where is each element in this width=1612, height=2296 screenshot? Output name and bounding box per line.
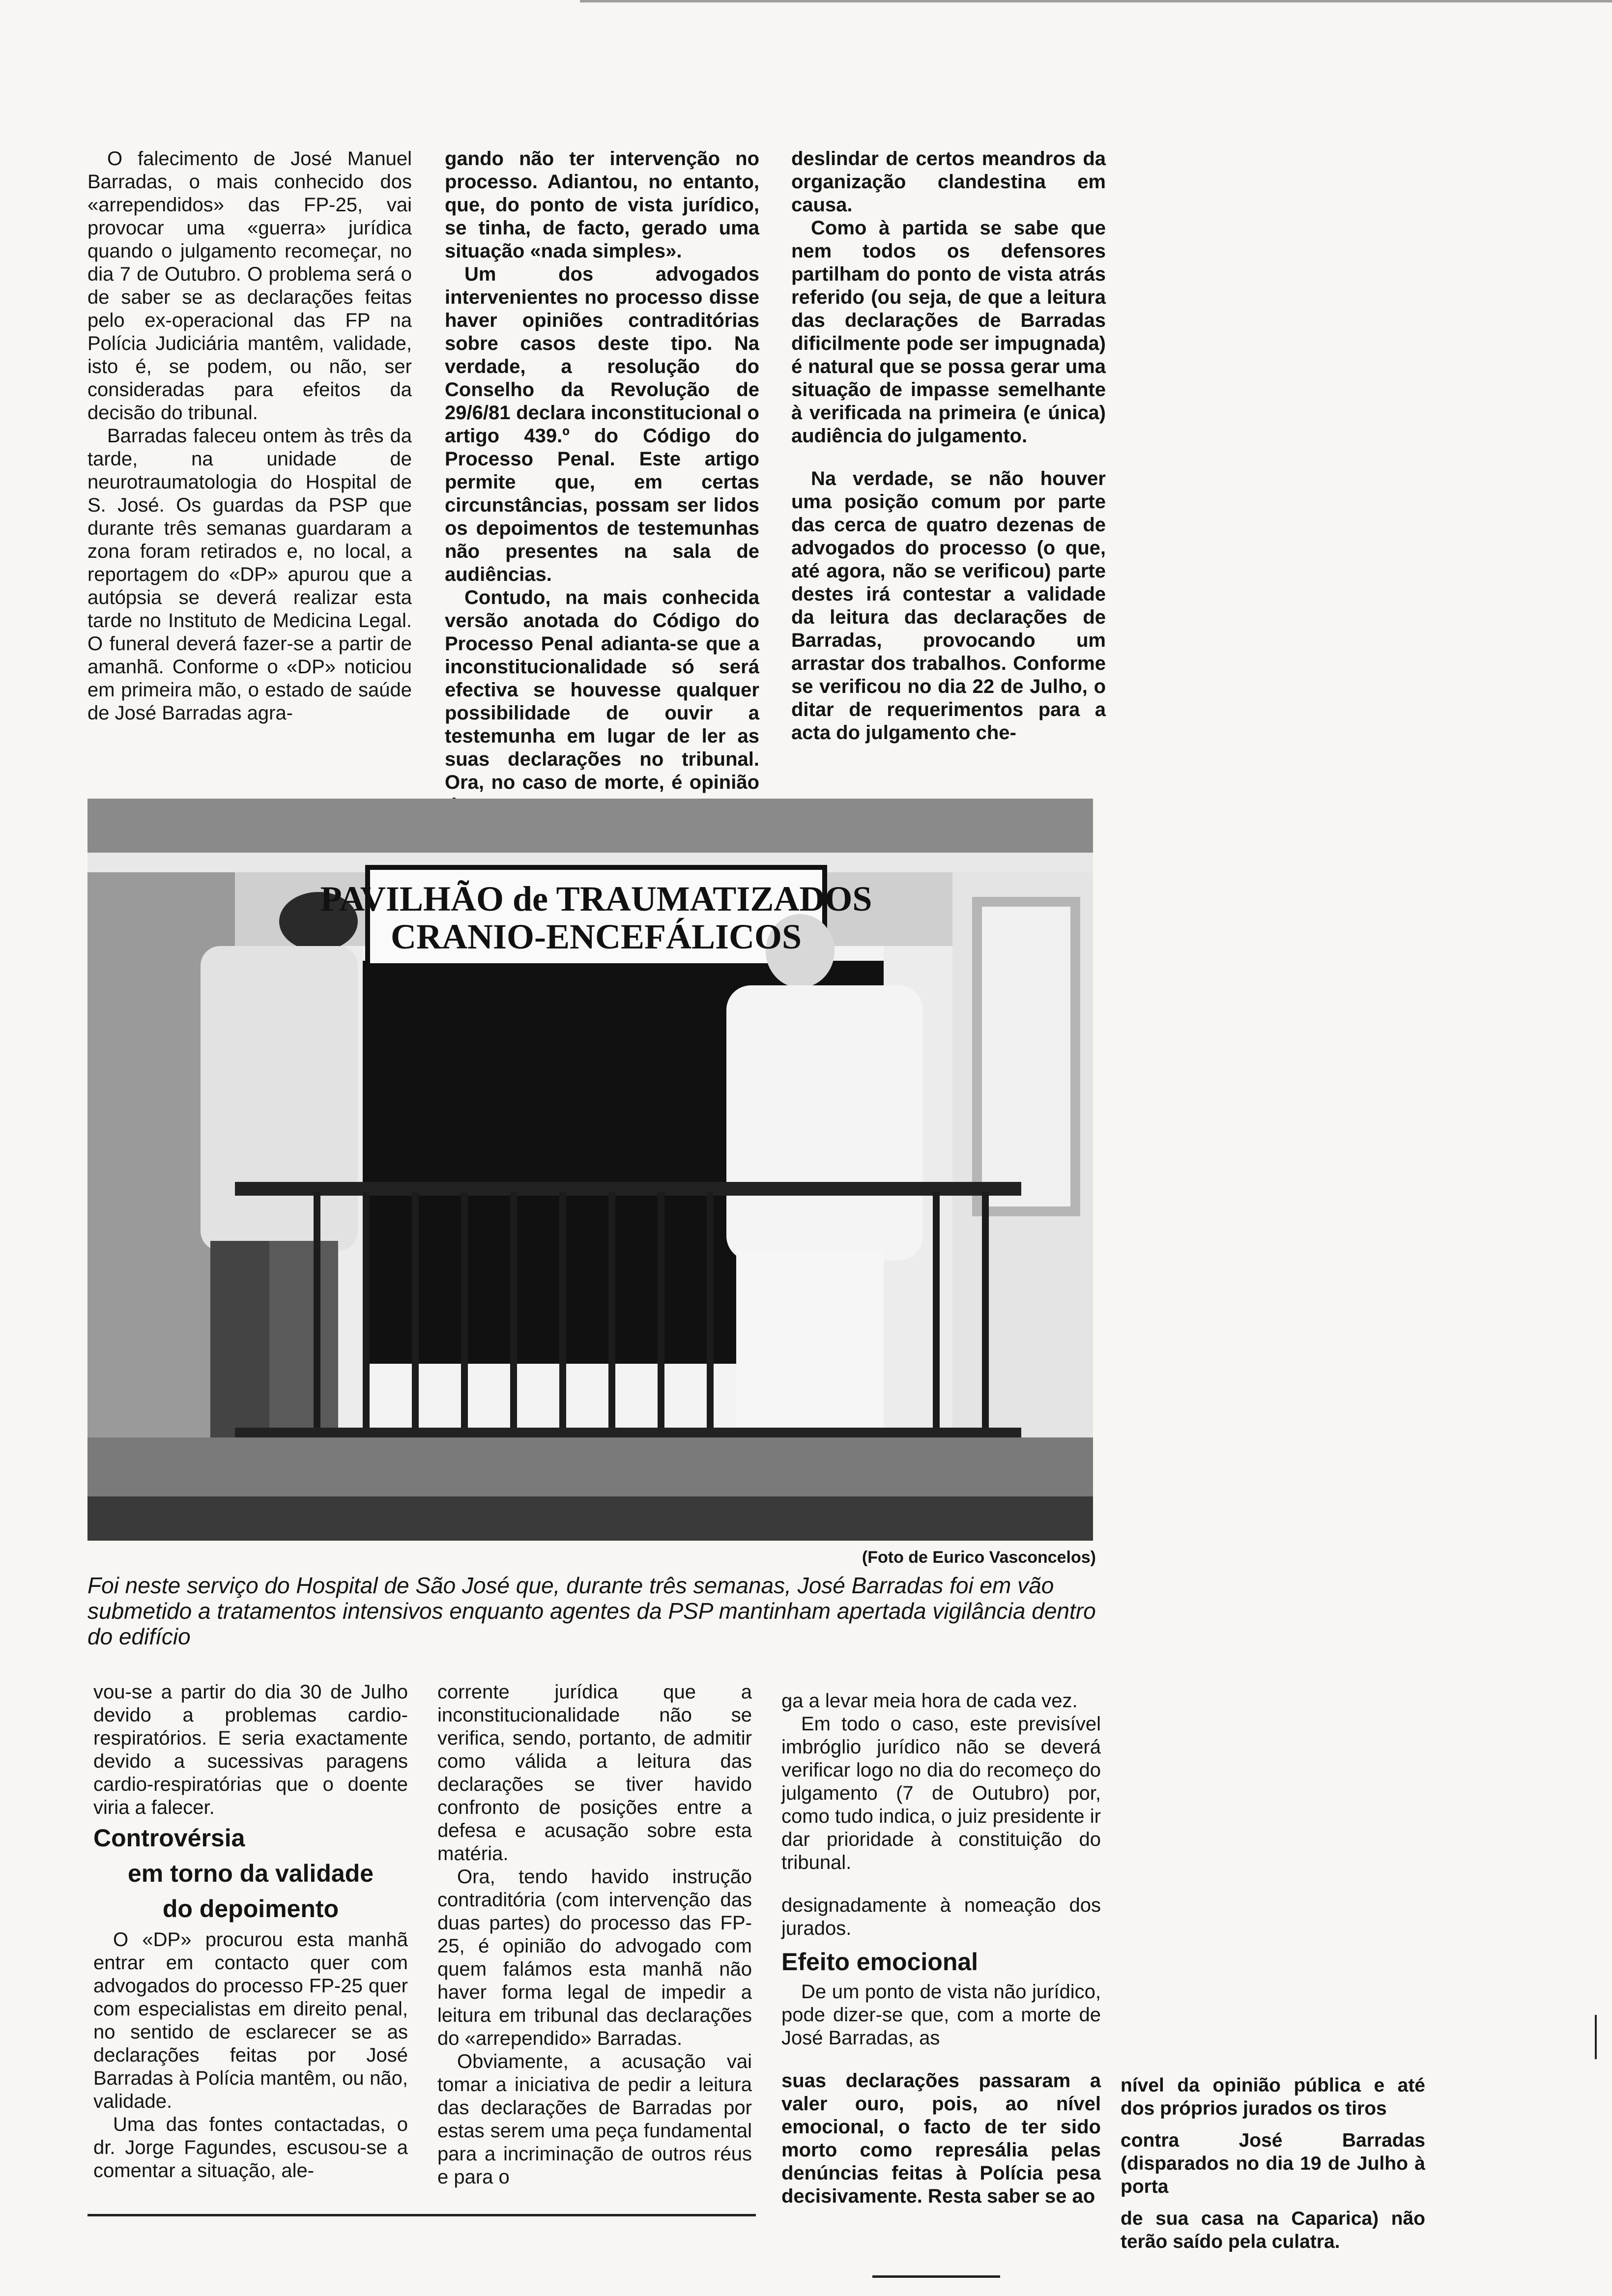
paragraph: Como à partida se sabe que nem todos os defensores partilham do ponto de vista atrás referido (ou seja, de que a leitura das declarações de Barradas dificilmente pode ser impugnada) é natural que se possa gerar uma situação de impasse semelhante à verificada na primeira (e única) audiência do julgamento.	[791, 217, 1106, 447]
paragraph: designadamente à nomeação dos jurados.	[781, 1894, 1101, 1939]
paragraph: O «DP» procurou esta manhã entrar em contacto quer com advogados do processo FP-25 quer com especialistas em direito penal, no sentido de esclarecer se as declarações feitas por José Barradas à Polícia mantêm, ou não, validade.	[93, 1929, 408, 2112]
column-7	[1121, 2074, 1425, 2253]
paragraph: vou-se a partir do dia 30 de Julho devido a problemas cardio-respiratórios. E seria exactamente devido a sucessivas paragens cardio-respiratórias que o doente viria a falecer.	[93, 1681, 408, 1818]
subhead-line-2: em torno da validade	[127, 1860, 374, 1887]
sign-line-1: PAVILHÃO de TRAUMATIZADOS	[320, 879, 872, 918]
paragraph: Obviamente, a acusação vai tomar a iniciativa de pedir a leitura das declarações de Barradas por estas serem uma peça fundamental para a incriminação de outros réus e para o	[437, 2051, 752, 2188]
photo-credit: (Foto de Eurico Vasconcelos)	[862, 1548, 1096, 1567]
paragraph: Ora, tendo havido instrução contraditória (com intervenção das duas partes) do processo das FP-25, é opinião do advogado com quem falámos esta manhã não haver forma legal de impedir a leitura em tribunal das declarações do «arrependido» Barradas.	[437, 1866, 752, 2049]
paragraph: nível da opinião pública e até dos próprios jurados os tiros	[1121, 2075, 1425, 2119]
column-6	[781, 1681, 1101, 2208]
paragraph: deslindar de certos meandros da organização clandestina em causa.	[791, 148, 1106, 216]
hospital-photo	[87, 799, 1093, 1541]
subhead-controversia: Controvérsia	[93, 1824, 245, 1852]
subhead-efeito-emocional: Efeito emocional	[781, 1948, 979, 1976]
paragraph: ga a levar meia hora de cada vez.	[781, 1690, 1078, 1712]
paragraph: contra José Barradas (disparados no dia 19 de Julho à porta	[1121, 2130, 1425, 2197]
bottom-rule-left	[87, 2214, 756, 2216]
paragraph: Na verdade, se não houver uma posição comum por parte das cerca de quatro dezenas de advogados do processo (o que, até agora, não se verificou) parte destes irá contestar a validade da leitura das declarações de Barradas, provocando um arrastar dos trabalhos. Conforme se verificou no dia 22 de Julho, o ditar de requerimentos para a acta do julgamento che-	[791, 468, 1106, 744]
bottom-rule-right	[872, 2275, 1000, 2278]
column-2	[445, 147, 759, 817]
margin-mark	[1595, 2015, 1597, 2059]
paragraph: Em todo o caso, este previsível imbróglio jurídico não se deverá verificar logo no dia do recomeço do julgamento (7 de Outubro) por, como tudo indica, o juiz presidente ir dar prioridade à constituição do tribunal.	[781, 1713, 1101, 1873]
sign-line-2: CRANIO-ENCEFÁLICOS	[390, 917, 802, 956]
column-5	[437, 1681, 752, 2189]
column-1	[87, 147, 412, 725]
column-3	[791, 147, 1106, 745]
paragraph: De um ponto de vista não jurídico, pode dizer-se que, com a morte de José Barradas, as	[781, 1981, 1101, 2049]
paragraph: gando não ter intervenção no processo. Adiantou, no entanto, que, do ponto de vista jurídico, se tinha, de facto, gerado uma situação «nada simples».	[445, 148, 759, 262]
paragraph: suas declarações passaram a valer ouro, pois, ao nível emocional, o facto de ter sido morto como represália pelas denúncias feitas à Polícia pesa decisivamente. Resta saber se ao	[781, 2070, 1101, 2207]
column-4	[93, 1681, 408, 2182]
subhead-line-3: do depoimento	[162, 1895, 339, 1923]
photo-illustration	[87, 799, 1093, 1541]
paragraph: O falecimento de José Manuel Barradas, o mais conhecido dos «arrependidos» das FP-25, vai provocar uma «guerra» jurídica quando o julgamento recomeçar, no dia 7 de Outubro. O problema será o de saber se as declarações feitas pelo ex-operacional das FP na Polícia Judiciária mantêm, validade, isto é, se podem, ou não, ser consideradas para efeitos da decisão do tribunal.	[87, 148, 412, 424]
paragraph: Um dos advogados intervenientes no processo disse haver opiniões contraditórias sobre casos deste tipo. Na verdade, a resolução do Conselho da Revolução de 29/6/81 declara inconstitucional o artigo 439.º do Código do Processo Penal. Este artigo permite que, em certas circunstâncias, possam ser lidos os depoimentos de testemunhas não presentes na sala de audiências.	[445, 263, 759, 585]
paragraph: Contudo, na mais conhecida versão anotada do Código do Processo Penal adianta-se que a inconstitucionalidade só será efectiva se houvesse qualquer possibilidade de ouvir a testemunha em lugar de ler as suas declarações no tribunal. Ora, no caso de morte, é opinião	[445, 587, 759, 793]
paragraph: Barradas faleceu ontem às três da tarde, na unidade de neurotraumatologia do Hospital de S. José. Os guardas da PSP que durante três semanas guardaram a zona foram retirados e, no local, a reportagem do «DP» apurou que a autópsia se deverá realizar esta tarde no Instituto de Medicina Legal. O funeral deverá fazer-se a partir de amanhã. Conforme o «DP» noticiou em primeira mão, o estado de saúde de José Barradas agra-	[87, 425, 412, 724]
paragraph: corrente jurídica que a inconstitucionalidade não se verifica, sendo, portanto, de admitir como válida a leitura das declarações se tiver havido confronto de posições entre a defesa e acusação sobre esta matéria.	[437, 1681, 752, 1865]
paragraph: Uma das fontes contactadas, o dr. Jorge Fagundes, escusou-se a comentar a situação, ale-	[93, 2114, 408, 2181]
photo-caption: Foi neste serviço do Hospital de São José que, durante três semanas, José Barradas foi em vão submetido a tratamentos intensivos enquanto agentes da PSP mantinham apertada vigilância dentro do edifício	[87, 1573, 1096, 1649]
top-edge-mark	[580, 0, 1612, 2]
paragraph: de sua casa na Caparica) não terão saído pela culatra.	[1121, 2208, 1425, 2252]
